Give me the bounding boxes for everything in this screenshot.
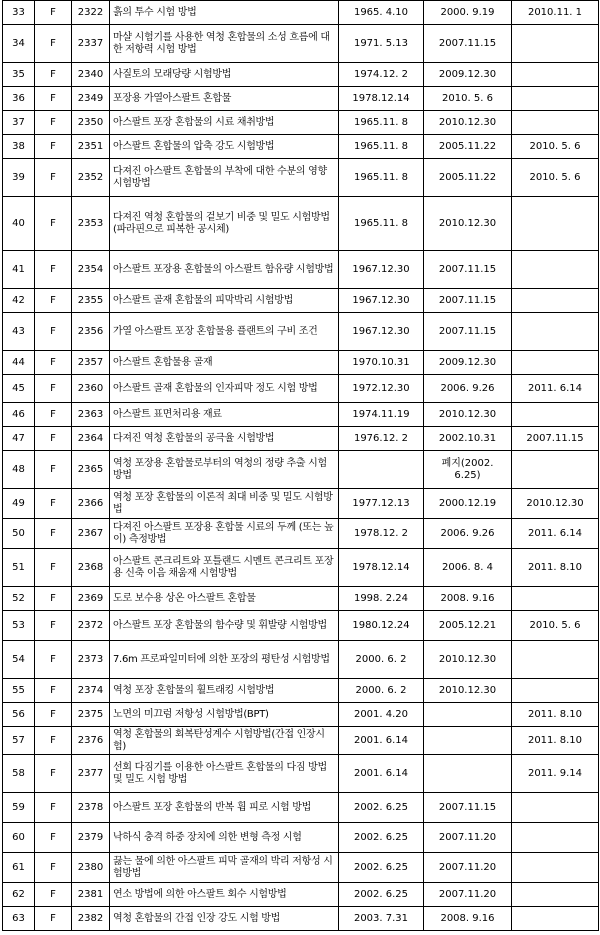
standard-code-cell: 2337 [72, 25, 110, 63]
table-row [3, 587, 599, 611]
table-row [3, 823, 599, 853]
revision-date-cell: 2007.11.15 [424, 25, 512, 63]
category-cell: F [35, 727, 72, 755]
row-number-cell: 63 [3, 907, 35, 931]
standard-code-cell: 2351 [72, 135, 110, 159]
category-cell: F [35, 823, 72, 853]
row-number-cell: 61 [3, 853, 35, 883]
row-number-cell: 37 [3, 111, 35, 135]
standard-title-cell: 아스팔트 포장 혼합물의 함수량 및 휘발량 시험방법 [110, 611, 339, 641]
standard-code-cell: 2381 [72, 883, 110, 907]
enactment-date-cell: 2000. 6. 2 [339, 641, 424, 679]
revision-date-cell: 2007.11.15 [424, 289, 512, 313]
standard-title-cell: 아스팔트 포장 혼합물의 반복 휨 피로 시험 방법 [110, 793, 339, 823]
table-row [3, 641, 599, 679]
row-number-cell: 34 [3, 25, 35, 63]
category-cell: F [35, 159, 72, 197]
row-number-cell: 43 [3, 313, 35, 351]
revision-date-cell: 2008. 9.16 [424, 907, 512, 931]
latest-revision-date-cell: 2011. 8.10 [512, 727, 599, 755]
enactment-date-cell: 1965.11. 8 [339, 159, 424, 197]
revision-date-cell: 폐지(2002. 6.25) [424, 451, 512, 489]
latest-revision-date-cell [512, 197, 599, 251]
standard-title-cell: 역청 포장 혼합물의 휠트래킹 시험방법 [110, 679, 339, 703]
enactment-date-cell: 1976.12. 2 [339, 427, 424, 451]
table-row [3, 375, 599, 403]
table-row [3, 403, 599, 427]
revision-date-cell: 2010.12.30 [424, 403, 512, 427]
category-cell: F [35, 451, 72, 489]
revision-date-cell: 2006. 9.26 [424, 375, 512, 403]
row-number-cell: 47 [3, 427, 35, 451]
standard-title-cell: 역청 포장용 혼합물로부터의 역청의 정량 추출 시험방법 [110, 451, 339, 489]
revision-date-cell [424, 727, 512, 755]
standard-code-cell: 2375 [72, 703, 110, 727]
latest-revision-date-cell [512, 289, 599, 313]
standard-title-cell: 도로 보수용 상온 아스팔트 혼합물 [110, 587, 339, 611]
standard-title-cell: 아스팔트 포장 혼합물의 시료 채취방법 [110, 111, 339, 135]
category-cell: F [35, 1, 72, 25]
revision-date-cell: 2010.12.30 [424, 197, 512, 251]
enactment-date-cell: 2002. 6.25 [339, 793, 424, 823]
category-cell: F [35, 611, 72, 641]
table-row [3, 25, 599, 63]
enactment-date-cell: 1965. 4.10 [339, 1, 424, 25]
category-cell: F [35, 519, 72, 549]
latest-revision-date-cell: 2011. 8.10 [512, 703, 599, 727]
row-number-cell: 53 [3, 611, 35, 641]
category-cell: F [35, 111, 72, 135]
row-number-cell: 35 [3, 63, 35, 87]
enactment-date-cell: 2001. 6.14 [339, 755, 424, 793]
standard-code-cell: 2360 [72, 375, 110, 403]
standard-code-cell: 2353 [72, 197, 110, 251]
standard-code-cell: 2352 [72, 159, 110, 197]
enactment-date-cell: 1977.12.13 [339, 489, 424, 519]
latest-revision-date-cell [512, 25, 599, 63]
revision-date-cell: 2009.12.30 [424, 63, 512, 87]
revision-date-cell: 2007.11.20 [424, 883, 512, 907]
enactment-date-cell: 1965.11. 8 [339, 111, 424, 135]
standard-title-cell: 마샬 시험기를 사용한 역청 혼합물의 소성 흐름에 대한 저항력 시험 방법 [110, 25, 339, 63]
enactment-date-cell: 2001. 4.20 [339, 703, 424, 727]
table-row [3, 883, 599, 907]
standard-title-cell: 다져진 역청 혼합물의 공극율 시험방법 [110, 427, 339, 451]
standard-title-cell: 끓는 물에 의한 아스팔트 피막 골재의 박리 저항성 시험방법 [110, 853, 339, 883]
row-number-cell: 48 [3, 451, 35, 489]
enactment-date-cell: 2002. 6.25 [339, 883, 424, 907]
latest-revision-date-cell [512, 793, 599, 823]
standard-code-cell: 2340 [72, 63, 110, 87]
revision-date-cell: 2007.11.20 [424, 853, 512, 883]
standard-title-cell: 역청 혼합물의 간접 인장 강도 시험 방법 [110, 907, 339, 931]
table-row [3, 755, 599, 793]
standard-code-cell: 2356 [72, 313, 110, 351]
revision-date-cell: 2008. 9.16 [424, 587, 512, 611]
row-number-cell: 57 [3, 727, 35, 755]
revision-date-cell: 2005.12.21 [424, 611, 512, 641]
enactment-date-cell: 1972.12.30 [339, 375, 424, 403]
standard-title-cell: 아스팔트 포장용 혼합물의 아스팔트 함유량 시험방법 [110, 251, 339, 289]
table-row [3, 87, 599, 111]
enactment-date-cell: 2002. 6.25 [339, 823, 424, 853]
row-number-cell: 41 [3, 251, 35, 289]
category-cell: F [35, 197, 72, 251]
row-number-cell: 55 [3, 679, 35, 703]
latest-revision-date-cell [512, 87, 599, 111]
category-cell: F [35, 87, 72, 111]
table-row [3, 313, 599, 351]
row-number-cell: 36 [3, 87, 35, 111]
latest-revision-date-cell [512, 823, 599, 853]
standard-title-cell: 연소 방법에 의한 아스팔트 회수 시험방법 [110, 883, 339, 907]
category-cell: F [35, 63, 72, 87]
category-cell: F [35, 351, 72, 375]
table-row [3, 159, 599, 197]
standard-code-cell: 2380 [72, 853, 110, 883]
table-row [3, 727, 599, 755]
row-number-cell: 40 [3, 197, 35, 251]
enactment-date-cell [339, 451, 424, 489]
row-number-cell: 56 [3, 703, 35, 727]
enactment-date-cell: 1967.12.30 [339, 289, 424, 313]
revision-date-cell: 2010.12.30 [424, 641, 512, 679]
table-row [3, 351, 599, 375]
revision-date-cell: 2007.11.15 [424, 313, 512, 351]
standard-code-cell: 2366 [72, 489, 110, 519]
revision-date-cell: 2010. 5. 6 [424, 87, 512, 111]
standard-code-cell: 2379 [72, 823, 110, 853]
latest-revision-date-cell [512, 351, 599, 375]
enactment-date-cell: 1967.12.30 [339, 251, 424, 289]
latest-revision-date-cell [512, 587, 599, 611]
table-row [3, 519, 599, 549]
table-row [3, 451, 599, 489]
latest-revision-date-cell: 2010.11. 1 [512, 1, 599, 25]
enactment-date-cell: 1980.12.24 [339, 611, 424, 641]
category-cell: F [35, 549, 72, 587]
revision-date-cell: 2010.12.30 [424, 679, 512, 703]
table-row [3, 63, 599, 87]
row-number-cell: 46 [3, 403, 35, 427]
enactment-date-cell: 2000. 6. 2 [339, 679, 424, 703]
enactment-date-cell: 2001. 6.14 [339, 727, 424, 755]
standard-title-cell: 흙의 투수 시험 방법 [110, 1, 339, 25]
row-number-cell: 33 [3, 1, 35, 25]
revision-date-cell: 2006. 9.26 [424, 519, 512, 549]
row-number-cell: 49 [3, 489, 35, 519]
revision-date-cell: 2005.11.22 [424, 159, 512, 197]
category-cell: F [35, 703, 72, 727]
table-body [3, 1, 599, 931]
latest-revision-date-cell: 2011. 9.14 [512, 755, 599, 793]
revision-date-cell: 2007.11.20 [424, 823, 512, 853]
latest-revision-date-cell [512, 853, 599, 883]
enactment-date-cell: 1967.12.30 [339, 313, 424, 351]
standard-code-cell: 2354 [72, 251, 110, 289]
category-cell: F [35, 883, 72, 907]
revision-date-cell: 2006. 8. 4 [424, 549, 512, 587]
latest-revision-date-cell: 2010. 5. 6 [512, 159, 599, 197]
category-cell: F [35, 679, 72, 703]
category-cell: F [35, 489, 72, 519]
table-row [3, 703, 599, 727]
category-cell: F [35, 641, 72, 679]
category-cell: F [35, 427, 72, 451]
latest-revision-date-cell [512, 403, 599, 427]
category-cell: F [35, 907, 72, 931]
table-row [3, 489, 599, 519]
standards-table [2, 0, 599, 931]
standard-title-cell: 가열 아스팔트 포장 혼합물용 플랜트의 구비 조건 [110, 313, 339, 351]
latest-revision-date-cell [512, 907, 599, 931]
enactment-date-cell: 1978.12.14 [339, 87, 424, 111]
category-cell: F [35, 375, 72, 403]
standard-code-cell: 2357 [72, 351, 110, 375]
standard-code-cell: 2373 [72, 641, 110, 679]
standard-code-cell: 2349 [72, 87, 110, 111]
standard-title-cell: 노면의 미끄럼 저항성 시험방법(BPT) [110, 703, 339, 727]
row-number-cell: 50 [3, 519, 35, 549]
table-row [3, 549, 599, 587]
enactment-date-cell: 1974.12. 2 [339, 63, 424, 87]
latest-revision-date-cell: 2010. 5. 6 [512, 135, 599, 159]
latest-revision-date-cell: 2011. 8.10 [512, 549, 599, 587]
latest-revision-date-cell [512, 679, 599, 703]
category-cell: F [35, 135, 72, 159]
row-number-cell: 59 [3, 793, 35, 823]
enactment-date-cell: 2003. 7.31 [339, 907, 424, 931]
category-cell: F [35, 853, 72, 883]
row-number-cell: 44 [3, 351, 35, 375]
standard-title-cell: 7.6m 프로파일미터에 의한 포장의 평탄성 시험방법 [110, 641, 339, 679]
standard-title-cell: 포장용 가열아스팔트 혼합물 [110, 87, 339, 111]
standard-title-cell: 아스팔트 골재 혼합물의 인자피막 정도 시험 방법 [110, 375, 339, 403]
revision-date-cell: 2005.11.22 [424, 135, 512, 159]
row-number-cell: 45 [3, 375, 35, 403]
latest-revision-date-cell [512, 251, 599, 289]
enactment-date-cell: 2002. 6.25 [339, 853, 424, 883]
standard-code-cell: 2376 [72, 727, 110, 755]
standard-title-cell: 선회 다짐기를 이용한 아스팔트 혼합물의 다짐 방법 및 밀도 시험 방법 [110, 755, 339, 793]
revision-date-cell [424, 703, 512, 727]
latest-revision-date-cell [512, 883, 599, 907]
latest-revision-date-cell: 2010.12.30 [512, 489, 599, 519]
latest-revision-date-cell [512, 313, 599, 351]
enactment-date-cell: 1971. 5.13 [339, 25, 424, 63]
standard-title-cell: 낙하식 충격 하중 장치에 의한 변형 측정 시험 [110, 823, 339, 853]
row-number-cell: 51 [3, 549, 35, 587]
standard-title-cell: 아스팔트 혼합물의 압축 강도 시험방법 [110, 135, 339, 159]
revision-date-cell: 2000.12.19 [424, 489, 512, 519]
enactment-date-cell: 1998. 2.24 [339, 587, 424, 611]
table-row [3, 135, 599, 159]
standard-title-cell: 사질토의 모래당량 시험방법 [110, 63, 339, 87]
category-cell: F [35, 313, 72, 351]
standard-title-cell: 아스팔트 혼합물용 골재 [110, 351, 339, 375]
row-number-cell: 60 [3, 823, 35, 853]
standard-code-cell: 2365 [72, 451, 110, 489]
standard-code-cell: 2369 [72, 587, 110, 611]
revision-date-cell: 2007.11.15 [424, 793, 512, 823]
latest-revision-date-cell [512, 111, 599, 135]
revision-date-cell: 2002.10.31 [424, 427, 512, 451]
standard-code-cell: 2350 [72, 111, 110, 135]
standard-title-cell: 역청 혼합물의 회복탄성계수 시험방법(간접 인장시험) [110, 727, 339, 755]
category-cell: F [35, 25, 72, 63]
category-cell: F [35, 587, 72, 611]
row-number-cell: 38 [3, 135, 35, 159]
standard-code-cell: 2363 [72, 403, 110, 427]
standard-code-cell: 2378 [72, 793, 110, 823]
latest-revision-date-cell: 2007.11.15 [512, 427, 599, 451]
enactment-date-cell: 1974.11.19 [339, 403, 424, 427]
enactment-date-cell: 1965.11. 8 [339, 135, 424, 159]
category-cell: F [35, 251, 72, 289]
table-row [3, 1, 599, 25]
row-number-cell: 58 [3, 755, 35, 793]
standard-code-cell: 2355 [72, 289, 110, 313]
latest-revision-date-cell [512, 63, 599, 87]
standard-code-cell: 2367 [72, 519, 110, 549]
standard-code-cell: 2374 [72, 679, 110, 703]
latest-revision-date-cell [512, 641, 599, 679]
row-number-cell: 62 [3, 883, 35, 907]
table-row [3, 197, 599, 251]
revision-date-cell [424, 755, 512, 793]
table-row [3, 251, 599, 289]
category-cell: F [35, 793, 72, 823]
table-row [3, 793, 599, 823]
latest-revision-date-cell: 2011. 6.14 [512, 375, 599, 403]
revision-date-cell: 2007.11.15 [424, 251, 512, 289]
table-row [3, 289, 599, 313]
revision-date-cell: 2009.12.30 [424, 351, 512, 375]
table-row [3, 853, 599, 883]
standard-title-cell: 아스팔트 콘크리트와 포틀랜드 시멘트 콘크리트 포장용 신축 이음 채움재 시험방법 [110, 549, 339, 587]
standard-title-cell: 다져진 역청 혼합물의 겉보기 비중 및 밀도 시험방법 (파라핀으로 피복한 공시체) [110, 197, 339, 251]
revision-date-cell: 2010.12.30 [424, 111, 512, 135]
category-cell: F [35, 755, 72, 793]
latest-revision-date-cell: 2011. 6.14 [512, 519, 599, 549]
enactment-date-cell: 1978.12.14 [339, 549, 424, 587]
enactment-date-cell: 1978.12. 2 [339, 519, 424, 549]
row-number-cell: 39 [3, 159, 35, 197]
revision-date-cell: 2000. 9.19 [424, 1, 512, 25]
standard-code-cell: 2377 [72, 755, 110, 793]
table-row [3, 611, 599, 641]
latest-revision-date-cell [512, 451, 599, 489]
row-number-cell: 54 [3, 641, 35, 679]
row-number-cell: 52 [3, 587, 35, 611]
standard-code-cell: 2322 [72, 1, 110, 25]
standard-title-cell: 아스팔트 표면처리용 재료 [110, 403, 339, 427]
row-number-cell: 42 [3, 289, 35, 313]
table-row [3, 427, 599, 451]
standard-title-cell: 아스팔트 골재 혼합물의 피막박리 시험방법 [110, 289, 339, 313]
table-row [3, 111, 599, 135]
standard-code-cell: 2364 [72, 427, 110, 451]
table-row [3, 907, 599, 931]
latest-revision-date-cell: 2010. 5. 6 [512, 611, 599, 641]
category-cell: F [35, 289, 72, 313]
standard-title-cell: 역청 포장 혼합물의 이론적 최대 비중 및 밀도 시험방법 [110, 489, 339, 519]
standard-code-cell: 2368 [72, 549, 110, 587]
standard-title-cell: 다져진 아스팔트 혼합물의 부착에 대한 수분의 영향 시험방법 [110, 159, 339, 197]
enactment-date-cell: 1965.11. 8 [339, 197, 424, 251]
standard-title-cell: 다져진 아스팔트 포장용 혼합물 시료의 두께 (또는 높이) 측정방법 [110, 519, 339, 549]
standard-code-cell: 2382 [72, 907, 110, 931]
table-row [3, 679, 599, 703]
category-cell: F [35, 403, 72, 427]
standard-code-cell: 2372 [72, 611, 110, 641]
enactment-date-cell: 1970.10.31 [339, 351, 424, 375]
